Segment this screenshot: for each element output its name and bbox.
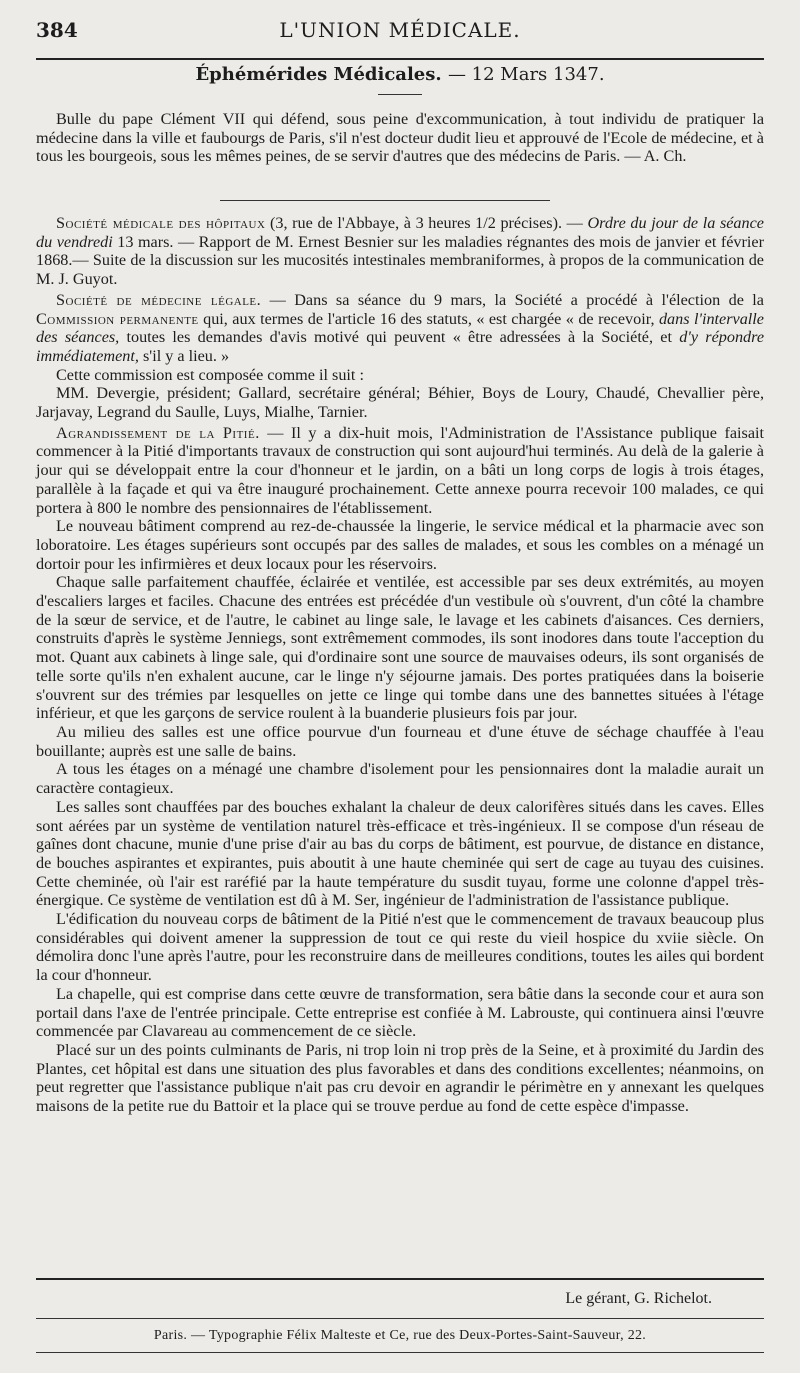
societe-hopitaux-text1: (3, rue de l'Abbaye, à 3 heures 1/2 précises). —: [265, 214, 588, 232]
commission-composition: Cette commission est composée comme il suit :: [56, 365, 364, 384]
main-column: [36, 214, 764, 1116]
section-divider: [220, 200, 550, 201]
printer-imprint: Paris. — Typographie Félix Malteste et Ce, rue des Deux-Portes-Saint-Sauveur, 22.: [153, 1328, 647, 1343]
header-rule: [36, 58, 764, 60]
medecine-legale-text2: qui, aux termes de l'article 16 des statuts, « est chargée « de recevoir,: [198, 309, 659, 328]
societe-hopitaux-text2: 13 mars. — Rapport de M. Ernest Besnier sur les maladies régnantes des mois de janvier et février 1868.— Suite de la discussion sur les mucosités intestinales membraniformes, à propos de la communication de M. J. Guyot.: [36, 232, 764, 289]
medecine-legale-italic1: dans l'intervalle des séances,: [36, 309, 764, 347]
medecine-legale-text4: s'il y a lieu. »: [138, 346, 230, 365]
medecine-legale-heading: Société de médecine légale.: [56, 290, 262, 309]
societe-hopitaux-italic: Ordre du jour de la séance du vendredi: [36, 214, 764, 251]
ephemerides-date: — 12 Mars 1347.: [447, 64, 605, 85]
commission-members: MM. Devergie, président; Gallard, secrétaire général; Béhier, Boys de Loury, Chaudé, Chevallier père, Jarjavay, Legrand du Saulle, Luys, Mialhe, Tarnier.: [36, 384, 764, 422]
agrandissement-intro: [36, 424, 764, 518]
agrandissement-paragraph: Les salles sont chauffées par des bouches exhalant la chaleur de deux calorifères situés dans les caves. Elles sont aérées par un système de ventilation naturel très-efficace et très-ingénieux. Il se compose d'un réseau de gaînes dont chacune, munie d'une prise d'air au bas du corps de bâtiment, est pourvue, de distance en distance, de bouches aspirantes et expirantes, puis aboutit à une haute cheminée qui sert de cage au tuyau des cuisines. Cette cheminée, où l'air est raréfié par la haute température du susdit tuyau, forme une colonne d'appel très-énergique. Ce système de ventilation est dû à M. Ser, ingénieur de l'administration de l'assistance publique.: [36, 797, 764, 910]
agrandissement-text0: — Il y a dix-huit mois, l'Administration de l'Assistance publique faisait commencer à la Pitié d'importants travaux de construction qui sont aujourd'hui terminés. Au delà de la galerie à jour qui se développait entre la cour d'honneur et le jardin, on a bâti un long corps de logis à trois étages, parallèle à la façade et qui va être inauguré prochainement. Cette annexe pourra recevoir 100 malades, ce qui portera à 800 le nombre des pensionnaires de l'établissement.: [36, 423, 764, 517]
societe-hopitaux-paragraph: [36, 214, 764, 289]
agrandissement-paragraph: Chaque salle parfaitement chauffée, éclairée et ventilée, est accessible par ses deux extrémités, au moyen d'escaliers larges et faciles. Chacune des entrées est précédée d'un vestibule où s'ouvrent, d'un côté la chambre de la sœur de service, et de l'autre, le cabinet au linge sale, le lavage et les cabinets d'aisances. Ces derniers, construits d'après le système Jenniegs, sont extrêmement commodes, ils sont inodores dans toute l'acception du mot. Quant aux cabinets à linge sale, qui d'ordinaire sont une source de mauvaises odeurs, ils sont organisés de telle sorte qu'ils n'en exhalent aucune, car le linge n'y séjourne jamais. Des portes pratiquées dans la boiserie s'ouvrent sur des trémies par lesquelles on jette ce linge qui tombe dans une des bannettes situées à l'étage inférieur, et que les garçons de service roulent à la buanderie plusieurs fois par jour.: [36, 573, 764, 723]
agrandissement-paragraph: A tous les étages on a ménagé une chambre d'isolement pour les pensionnaires dont la maladie aurait un caractère contagieux.: [36, 760, 764, 798]
footer-rule-middle: [36, 1318, 764, 1319]
medecine-legale-italic2: d'y répondre immédiatement,: [36, 328, 765, 365]
agrandissement-paragraph: Le nouveau bâtiment comprend au rez-de-chaussée la lingerie, le service médical et la pharmacie avec son loboratoire. Les étages supérieurs sont occupés par des salles de malades, et sous les combles on a ménagé un dortoir pour les infirmières et deux locaux pour les réservoirs.: [36, 517, 764, 573]
medecine-legale-text3: toutes les demandes d'avis motivé qui peuvent « être adressées à la Société, et: [119, 328, 680, 347]
journal-title: L'UNION MÉDICALE.: [279, 18, 521, 42]
ephemerides-title: [36, 64, 764, 85]
societe-hopitaux-heading: Société médicale des hôpitaux: [56, 214, 266, 232]
agrandissement-paragraph: Au milieu des salles est une office pourvue d'un fourneau et d'une étuve de séchage chauffée à l'eau bouillante; auprès est une salle de bains.: [36, 722, 764, 760]
medecine-legale-text1: — Dans sa séance du 9 mars, la Société a procédé à l'élection de la: [261, 290, 764, 309]
agrandissement-paragraph: La chapelle, qui est comprise dans cette œuvre de transformation, sera bâtie dans la seconde cour et aura son portail dans l'axe de l'entrée principale. Cette entreprise est confiée à M. Labrouste, qui continuera ainsi l'œuvre commencée par Clavareau au commencement de ce siècle.: [36, 984, 764, 1041]
agrandissement-paragraph: Placé sur un des points culminants de Paris, ni trop loin ni trop près de la Seine, et à proximité du Jardin des Plantes, cet hôpital est dans une situation des plus favorables et dans des conditions excellentes; néanmoins, on peut regretter que l'assistance publique n'ait pas cru devoir en agrandir le périmètre en y annexant les quelques maisons de la petite rue du Battoir et la place qui se trouve perdue au fond de cette espèce d'impasse.: [36, 1040, 764, 1116]
title-dash-rule: [378, 94, 422, 95]
gerant-signature: Le gérant, G. Richelot.: [565, 1290, 712, 1307]
ephemerides-text: Bulle du pape Clément VII qui défend, sous peine d'excommunication, à tout individu de pratiquer la médecine dans la ville et faubourgs de Paris, s'il n'est docteur dudit lieu et approuvé de l'Ecole de médecine, et à tous les bourgeois, sous les mêmes peines, de se servir d'autres que des médecins de Paris. — A. Ch.: [36, 110, 764, 166]
ephemerides-paragraph-block: [36, 110, 764, 166]
footer-rule-bottom: [36, 1352, 764, 1353]
ephemerides-title-text: Éphémérides Médicales.: [195, 64, 442, 85]
page-number: 384: [36, 18, 78, 42]
page-header: [36, 18, 764, 48]
footer-rule-top: [36, 1278, 764, 1280]
commission-permanente: Commission permanente: [36, 309, 199, 328]
agrandissement-heading: Agrandissement de la Pitié.: [56, 423, 260, 442]
agrandissement-paragraph: L'édification du nouveau corps de bâtiment de la Pitié n'est que le commencement de travaux beaucoup plus considérables qui doivent amener la suppression de tout ce qui reste du vieil hospice du xviie siècle. On démolira donc l'une après l'autre, pour les reconstruire dans de meilleures conditions, toutes les ailes qui bordent la cour d'honneur.: [36, 910, 764, 985]
medecine-legale-paragraph: [36, 291, 764, 366]
